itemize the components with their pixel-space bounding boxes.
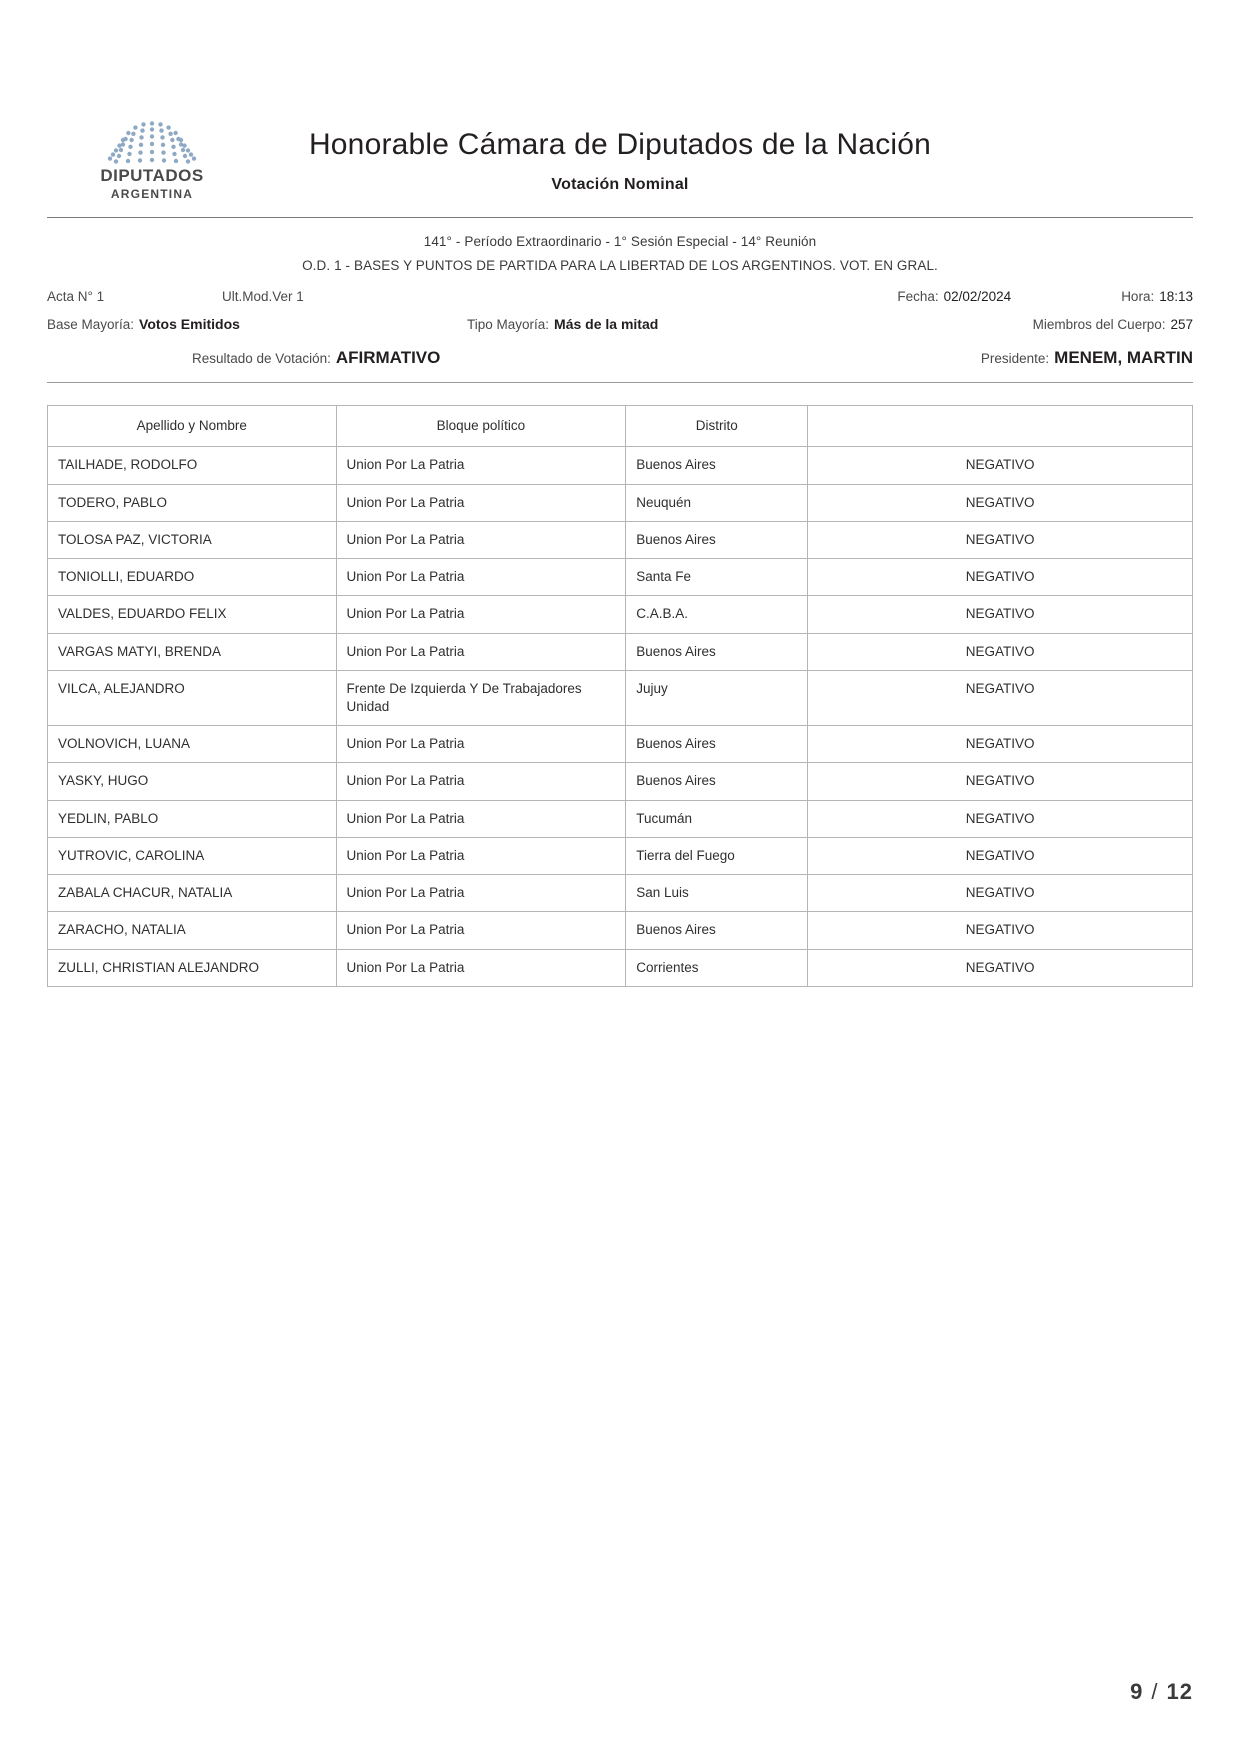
table-row (48, 763, 1193, 800)
table-row (48, 559, 1193, 596)
logo-label-argentina: ARGENTINA (110, 187, 194, 201)
table-row (48, 484, 1193, 521)
table-row (48, 800, 1193, 837)
congress-fan-icon (100, 112, 204, 164)
page-title: Honorable Cámara de Diputados de la Nación (308, 128, 932, 161)
current-page: 9 (1130, 1679, 1144, 1704)
cell-block: Union Por La Patria (336, 633, 626, 670)
version-label: Ult.Mod.Ver 1 (222, 289, 304, 305)
cell-vote: NEGATIVO (808, 633, 1193, 670)
result-value: AFIRMATIVO (335, 348, 441, 368)
column-header-block: Bloque político (336, 406, 626, 447)
cell-district: Corrientes (626, 949, 808, 986)
cell-name: VALDES, EDUARDO FELIX (48, 596, 337, 633)
cell-name: ZULLI, CHRISTIAN ALEJANDRO (48, 949, 337, 986)
cell-vote: NEGATIVO (808, 559, 1193, 596)
cell-vote: NEGATIVO (808, 521, 1193, 558)
cell-vote: NEGATIVO (808, 447, 1193, 484)
cell-block: Union Por La Patria (336, 949, 626, 986)
president-value: MENEM, MARTIN (1054, 348, 1193, 368)
base-majority-label: Base Mayoría: (47, 317, 135, 333)
cell-name: TOLOSA PAZ, VICTORIA (48, 521, 337, 558)
time-label: Hora: (1121, 289, 1155, 305)
majority-type-field (467, 316, 1033, 332)
cell-name: VARGAS MATYI, BRENDA (48, 633, 337, 670)
meta-divider (47, 382, 1193, 383)
cell-district: Tucumán (626, 800, 808, 837)
table-row (48, 912, 1193, 949)
cell-vote: NEGATIVO (808, 763, 1193, 800)
cell-block: Union Por La Patria (336, 447, 626, 484)
table-row (48, 447, 1193, 484)
session-meta (47, 218, 1193, 368)
header-titles (257, 100, 983, 194)
cell-name: VOLNOVICH, LUANA (48, 726, 337, 763)
cell-district: Santa Fe (626, 559, 808, 596)
cell-name: YUTROVIC, CAROLINA (48, 837, 337, 874)
votes-table-body (48, 447, 1193, 986)
cell-name: TODERO, PABLO (48, 484, 337, 521)
votes-table (47, 405, 1193, 987)
cell-block: Union Por La Patria (336, 484, 626, 521)
cell-name: ZABALA CHACUR, NATALIA (48, 875, 337, 912)
acta-number: Acta N° 1 (47, 289, 105, 305)
table-row (48, 521, 1193, 558)
result-field (192, 348, 440, 368)
cell-district: Jujuy (626, 670, 808, 725)
cell-name: TAILHADE, RODOLFO (48, 447, 337, 484)
cell-block: Union Por La Patria (336, 837, 626, 874)
cell-district: Buenos Aires (626, 912, 808, 949)
members-field (1033, 317, 1193, 332)
result-label: Resultado de Votación: (192, 351, 331, 367)
time-field (1121, 289, 1193, 304)
column-header-district: Distrito (626, 406, 808, 447)
cell-block: Union Por La Patria (336, 912, 626, 949)
cell-name: ZARACHO, NATALIA (48, 912, 337, 949)
column-header-vote (808, 406, 1193, 447)
cell-block: Union Por La Patria (336, 726, 626, 763)
session-line-2: O.D. 1 - BASES Y PUNTOS DE PARTIDA PARA LA LIBERTAD DE LOS ARGENTINOS. VOT. EN GRAL. (302, 257, 938, 273)
cell-block: Union Por La Patria (336, 800, 626, 837)
cell-district: Buenos Aires (626, 447, 808, 484)
cell-vote: NEGATIVO (808, 875, 1193, 912)
cell-block: Union Por La Patria (336, 521, 626, 558)
table-row (48, 837, 1193, 874)
session-line-1: 141° - Período Extraordinario - 1° Sesión Especial - 14° Reunión (423, 234, 817, 249)
table-header-row (48, 406, 1193, 447)
column-header-name: Apellido y Nombre (48, 406, 337, 447)
cell-vote: NEGATIVO (808, 912, 1193, 949)
table-row (48, 596, 1193, 633)
cell-name: VILCA, ALEJANDRO (48, 670, 337, 725)
table-row (48, 670, 1193, 725)
page-subtitle: Votación Nominal (551, 176, 689, 193)
cell-district: Buenos Aires (626, 726, 808, 763)
cell-block: Union Por La Patria (336, 559, 626, 596)
table-row (48, 875, 1193, 912)
cell-vote: NEGATIVO (808, 484, 1193, 521)
cell-block: Union Por La Patria (336, 763, 626, 800)
cell-vote: NEGATIVO (808, 670, 1193, 725)
cell-district: C.A.B.A. (626, 596, 808, 633)
cell-district: Neuquén (626, 484, 808, 521)
cell-vote: NEGATIVO (808, 800, 1193, 837)
cell-name: YEDLIN, PABLO (48, 800, 337, 837)
date-value: 02/02/2024 (943, 289, 1012, 305)
document-header (47, 100, 1193, 215)
cell-district: Buenos Aires (626, 763, 808, 800)
total-pages: 12 (1166, 1679, 1193, 1704)
page-number (1130, 1679, 1193, 1705)
cell-vote: NEGATIVO (808, 837, 1193, 874)
cell-name: YASKY, HUGO (48, 763, 337, 800)
base-majority-field (47, 316, 467, 332)
meta-row-mayoria (47, 316, 1193, 332)
majority-type-value: Más de la mitad (554, 316, 659, 333)
members-value: 257 (1170, 317, 1193, 333)
cell-district: Buenos Aires (626, 521, 808, 558)
members-label: Miembros del Cuerpo: (1032, 317, 1166, 333)
page-separator: / (1151, 1679, 1159, 1704)
table-row (48, 726, 1193, 763)
logo-label-diputados: DIPUTADOS (100, 166, 204, 185)
cell-district: Buenos Aires (626, 633, 808, 670)
meta-row-acta (47, 289, 1193, 304)
date-label: Fecha: (897, 289, 939, 305)
table-row (48, 633, 1193, 670)
cell-block: Frente De Izquierda Y De Trabajadores Unidad (336, 670, 626, 725)
cell-block: Union Por La Patria (336, 875, 626, 912)
cell-vote: NEGATIVO (808, 726, 1193, 763)
cell-vote: NEGATIVO (808, 949, 1193, 986)
table-row (48, 949, 1193, 986)
cell-block: Union Por La Patria (336, 596, 626, 633)
president-field (981, 348, 1193, 368)
cell-district: San Luis (626, 875, 808, 912)
cell-district: Tierra del Fuego (626, 837, 808, 874)
cell-name: TONIOLLI, EDUARDO (48, 559, 337, 596)
base-majority-value: Votos Emitidos (139, 316, 240, 333)
institution-logo (47, 100, 257, 201)
time-value: 18:13 (1159, 289, 1193, 305)
president-label: Presidente: (980, 351, 1050, 367)
majority-type-label: Tipo Mayoría: (467, 317, 550, 333)
date-field (897, 289, 1011, 304)
cell-vote: NEGATIVO (808, 596, 1193, 633)
meta-row-result (47, 348, 1193, 368)
